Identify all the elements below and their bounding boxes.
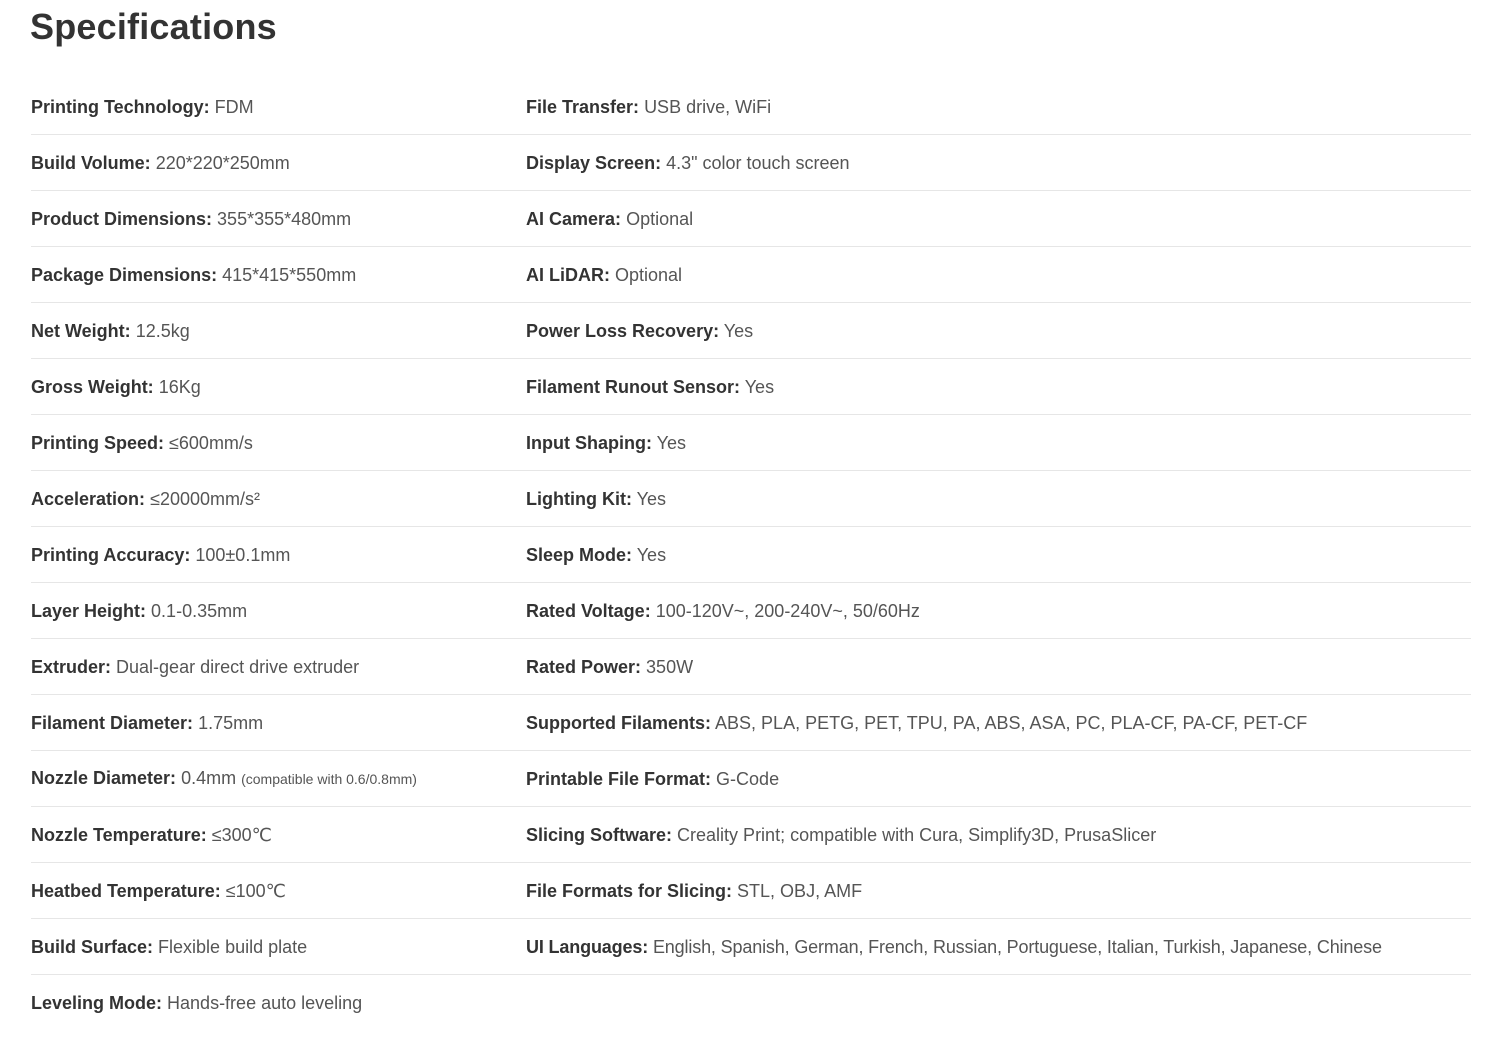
- spec-value: 16Kg: [158, 376, 201, 397]
- spec-value: ≤100℃: [225, 880, 286, 901]
- spec-label: Power Loss Recovery:: [526, 320, 720, 341]
- spec-row: [31, 247, 1471, 303]
- spec-item: [526, 656, 1471, 678]
- spec-value: 0.1-0.35mm: [151, 600, 248, 621]
- spec-label: File Transfer:: [526, 96, 640, 117]
- spec-row: [31, 639, 1471, 695]
- spec-label: Sleep Mode:: [526, 544, 633, 565]
- spec-label: Slicing Software:: [526, 824, 673, 845]
- spec-row: [31, 807, 1471, 863]
- spec-label: Filament Runout Sensor:: [526, 376, 741, 397]
- spec-label: Package Dimensions:: [31, 264, 218, 285]
- spec-item: [526, 152, 1471, 174]
- spec-row: [31, 471, 1471, 527]
- spec-value: Creality Print; compatible with Cura, Simplify3D, PrusaSlicer: [677, 824, 1157, 845]
- spec-item: [31, 712, 526, 734]
- spec-item: [526, 96, 1471, 118]
- spec-item: [31, 992, 526, 1014]
- spec-row: [31, 191, 1471, 247]
- spec-value: Yes: [723, 320, 754, 341]
- spec-label: UI Languages:: [526, 936, 649, 957]
- spec-item: [526, 264, 1471, 286]
- spec-label: Printing Technology:: [31, 96, 210, 117]
- spec-row: [31, 919, 1471, 975]
- spec-label: Printing Accuracy:: [31, 544, 191, 565]
- spec-label: Printing Speed:: [31, 432, 165, 453]
- spec-label: Build Surface:: [31, 936, 154, 957]
- spec-label: Product Dimensions:: [31, 208, 213, 229]
- spec-label: Acceleration:: [31, 488, 146, 509]
- page-title: Specifications: [30, 6, 277, 47]
- spec-item: [526, 936, 1471, 958]
- spec-value: Flexible build plate: [158, 936, 308, 957]
- spec-row: [31, 527, 1471, 583]
- spec-item: [31, 96, 526, 118]
- spec-row: [31, 751, 1471, 807]
- spec-value: Yes: [636, 544, 667, 565]
- spec-row: [31, 695, 1471, 751]
- spec-note: (compatible with 0.6/0.8mm): [241, 771, 417, 787]
- spec-value: English, Spanish, German, French, Russian, Portuguese, Italian, Turkish, Japanese, Chinese: [652, 936, 1382, 957]
- spec-value: 100±0.1mm: [195, 544, 291, 565]
- spec-value: Optional: [615, 264, 683, 285]
- spec-value: 4.3" color touch screen: [666, 152, 850, 173]
- spec-label: Supported Filaments:: [526, 712, 712, 733]
- spec-item: [31, 824, 526, 846]
- spec-item: [31, 544, 526, 566]
- spec-value: Yes: [656, 432, 687, 453]
- spec-label: AI Camera:: [526, 208, 622, 229]
- spec-value: 220*220*250mm: [155, 152, 290, 173]
- spec-label: Input Shaping:: [526, 432, 652, 453]
- spec-value: G-Code: [716, 768, 780, 789]
- spec-item: [526, 712, 1471, 734]
- spec-label: Heatbed Temperature:: [31, 880, 221, 901]
- spec-value: 100-120V~, 200-240V~, 50/60Hz: [655, 600, 920, 621]
- spec-label: Filament Diameter:: [31, 712, 194, 733]
- spec-label: Display Screen:: [526, 152, 662, 173]
- spec-value: ≤600mm/s: [169, 432, 253, 453]
- spec-row: [31, 135, 1471, 191]
- spec-label: Rated Power:: [526, 656, 642, 677]
- spec-item: [31, 656, 526, 678]
- spec-item: [31, 880, 526, 902]
- spec-value: Dual-gear direct drive extruder: [116, 656, 360, 677]
- spec-label: Layer Height:: [31, 600, 147, 621]
- spec-item: [526, 880, 1471, 902]
- spec-value: Yes: [744, 376, 775, 397]
- spec-row: [31, 975, 1471, 1030]
- spec-item: [31, 264, 526, 286]
- spec-item: [526, 376, 1471, 398]
- spec-value: Hands-free auto leveling: [167, 992, 363, 1013]
- spec-label: Extruder:: [31, 656, 112, 677]
- spec-item: [526, 600, 1471, 622]
- spec-value: USB drive, WiFi: [644, 96, 772, 117]
- spec-value: 12.5kg: [135, 320, 190, 341]
- spec-item: [31, 432, 526, 454]
- spec-item: [526, 824, 1471, 846]
- spec-row: [31, 415, 1471, 471]
- spec-item: [526, 432, 1471, 454]
- spec-label: Rated Voltage:: [526, 600, 651, 621]
- spec-label: Lighting Kit:: [526, 488, 632, 509]
- spec-item: [31, 208, 526, 230]
- spec-item: [526, 768, 1471, 790]
- spec-label: AI LiDAR:: [526, 264, 610, 285]
- spec-item: [526, 488, 1471, 510]
- spec-label: Gross Weight:: [31, 376, 154, 397]
- spec-item: [31, 936, 526, 958]
- spec-item: [31, 376, 526, 398]
- spec-row: [31, 359, 1471, 415]
- spec-value: 0.4mm: [181, 768, 237, 788]
- spec-item: [526, 544, 1471, 566]
- spec-row: [31, 863, 1471, 919]
- spec-value: ABS, PLA, PETG, PET, TPU, PA, ABS, ASA, PC, PLA-CF, PA-CF, PET-CF: [715, 712, 1308, 733]
- spec-item: [31, 488, 526, 510]
- spec-label: Printable File Format:: [526, 768, 712, 789]
- spec-value: FDM: [214, 96, 254, 117]
- spec-item: [31, 767, 526, 790]
- spec-value: 355*355*480mm: [217, 208, 352, 229]
- spec-label: Net Weight:: [31, 320, 131, 341]
- spec-label: File Formats for Slicing:: [526, 880, 733, 901]
- spec-table: [31, 79, 1471, 1030]
- spec-value: ≤300℃: [211, 824, 272, 845]
- spec-item: [526, 208, 1471, 230]
- spec-item: [526, 320, 1471, 342]
- spec-value: ≤20000mm/s²: [150, 488, 260, 509]
- spec-item: [31, 600, 526, 622]
- spec-label: Leveling Mode:: [31, 992, 163, 1013]
- spec-row: [31, 79, 1471, 135]
- spec-row: [31, 303, 1471, 359]
- spec-label: Build Volume:: [31, 152, 151, 173]
- spec-value: 1.75mm: [198, 712, 264, 733]
- spec-value: STL, OBJ, AMF: [737, 880, 863, 901]
- spec-label: Nozzle Temperature:: [31, 824, 207, 845]
- spec-value: 350W: [646, 656, 694, 677]
- spec-value: 415*415*550mm: [222, 264, 357, 285]
- spec-item: [31, 320, 526, 342]
- spec-label: Nozzle Diameter:: [31, 768, 177, 788]
- spec-item: [31, 152, 526, 174]
- spec-value: Optional: [626, 208, 694, 229]
- spec-value: Yes: [636, 488, 667, 509]
- spec-row: [31, 583, 1471, 639]
